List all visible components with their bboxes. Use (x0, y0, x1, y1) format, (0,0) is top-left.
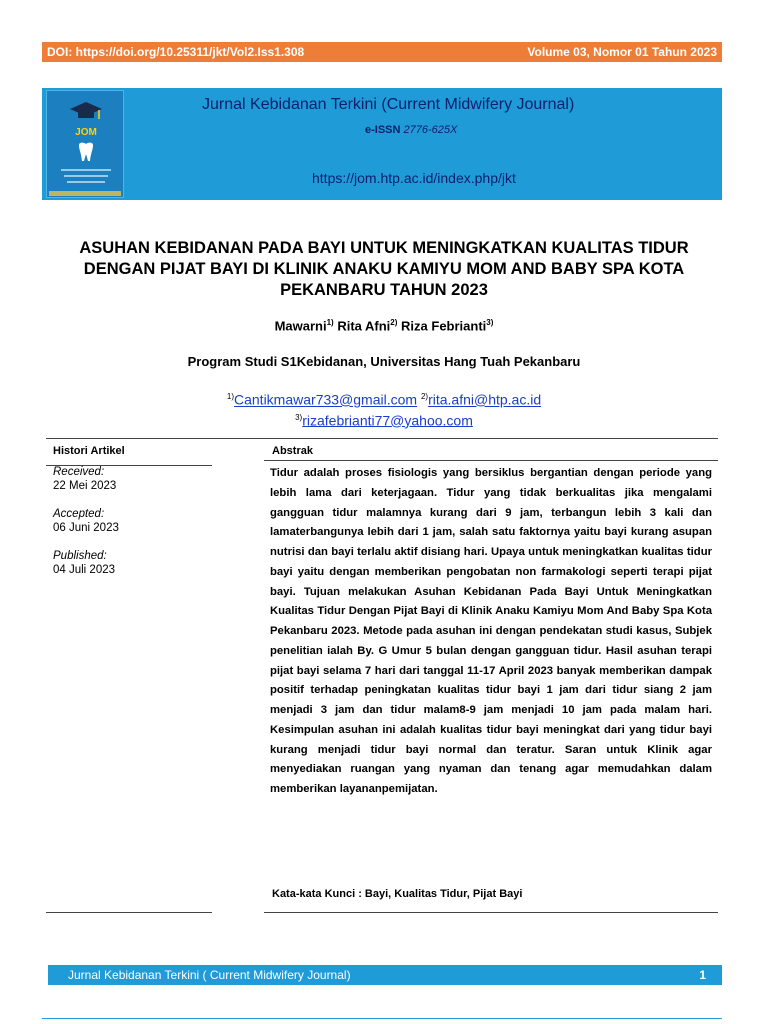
issn (365, 124, 457, 136)
email-sup: 2) (420, 392, 429, 401)
author-name: Riza Febrianti (401, 318, 487, 334)
bottom-line (42, 1018, 722, 1019)
author-name: Mawarni (274, 318, 327, 334)
page-footer (48, 965, 722, 985)
author-sup: 3) (486, 318, 494, 327)
email-sup: 1) (226, 392, 234, 401)
email-link[interactable]: rizafebrianti77@yahoo.com (302, 412, 473, 429)
journal-banner (42, 88, 722, 200)
divider-bottom-left (46, 912, 212, 913)
journal-title: Jurnal Kebidanan Terkini (Current Midwifery Journal) (202, 96, 575, 113)
doi-text[interactable]: DOI: https://doi.org/10.25311/jkt/Vol2.Iss1.308 (47, 45, 305, 59)
cover-jom-text: JOM (75, 127, 97, 138)
cover-decoration (61, 169, 111, 171)
issn-value: 2776-625X (403, 124, 458, 136)
accepted-date: 06 Juni 2023 (53, 522, 119, 534)
emails-row-2 (0, 409, 768, 430)
authors-line (0, 318, 768, 333)
cover-footer-strip (49, 191, 121, 196)
affiliation: Program Studi S1Kebidanan, Universitas Hang Tuah Pekanbaru (187, 354, 581, 369)
tooth-icon (75, 141, 97, 163)
cover-decoration (64, 175, 108, 177)
history-heading: Histori Artikel (53, 445, 125, 457)
journal-cover-image (46, 90, 124, 198)
issn-label: e-ISSN (365, 124, 401, 136)
page-number: 1 (699, 968, 706, 982)
abstract-heading: Abstrak (272, 445, 313, 457)
journal-url[interactable]: https://jom.htp.ac.id/index.php/jkt (312, 170, 516, 186)
published-date: 04 Juli 2023 (53, 564, 116, 576)
divider-bottom-right (264, 912, 718, 913)
volume-text: Volume 03, Nomor 01 Tahun 2023 (527, 45, 717, 59)
emails-row-1 (0, 388, 768, 409)
received-date: 22 Mei 2023 (53, 480, 117, 492)
accepted-label: Accepted: (53, 508, 105, 520)
published-label: Published: (53, 550, 107, 562)
header-bar (42, 42, 722, 62)
divider-top (46, 438, 718, 439)
keywords: Kata-kata Kunci : Bayi, Kualitas Tidur, Pijat Bayi (272, 888, 523, 900)
footer-journal: Jurnal Kebidanan Terkini ( Current Midwifery Journal) (68, 968, 351, 982)
author-sup: 2) (390, 318, 398, 327)
author-sup: 1) (326, 318, 334, 327)
graduation-cap-icon (69, 99, 103, 127)
emails-block (0, 388, 768, 429)
email-link[interactable]: Cantikmawar733@gmail.com (234, 391, 418, 408)
received-label: Received: (53, 466, 105, 478)
author-name: Rita Afni (337, 318, 391, 334)
email-link[interactable]: rita.afni@htp.ac.id (428, 391, 542, 408)
abstract-body: Tidur adalah proses fisiologis yang bersiklus bergantian dengan periode yang lebih lama dari keterjagaan. Tidur yang tidak berkualitas jika mengalami gangguan tidur malamnya kurang dari 9 jam, terbangun lebih 3 kali dan lamaterbangunya lebih dari 1 jam, salah satu faktornya yaitu bayi kurang asupan nutrisi dan bayi terlalu aktif disiang hari. Upaya untuk meningkatkan kualitas tidur bayi yaitu dengan memberikan pengobatan non farmakologi seperti terapi pijat bayi. Tujuan melakukan Asuhan Kebidanan Pada Bayi Untuk Meningkatkan Kualitas Tidur Dengan Pijat Bayi di Klinik Anaku Kamiyu Mom And Baby Spa Kota Pekanbaru 2023. Metode pada asuhan ini dengan pendekatan studi kasus, Subjek penelitian ialah By. G Umur 5 bulan dengan gangguan tidur. Hasil asuhan terapi pijat bayi selama 7 hari dari tanggal 11-17 April 2023 banyak memberikan dampak positif terhadap peningkatan kualitas tidur bayi 1 jam dari tidur siang 2 jam menjadi 3 jam dan tidur malam8-9 jam menjadi 10 jam pada malam hari. Kesimpulan asuhan ini adalah kualitas tidur bayi meningkat dari yang tidur bayi kurang menjadi tidur bayi normal dan teratur. Saran untuk Klinik agar menyediakan ruangan yang nyaman dan tenang agar memudahkan dalam memberikan layananpemijatan. (270, 467, 712, 795)
email-sup: 3) (295, 412, 303, 422)
divider-abstract (264, 460, 718, 461)
cover-decoration (67, 181, 105, 183)
article-title: ASUHAN KEBIDANAN PADA BAYI UNTUK MENINGKATKAN KUALITAS TIDUR DENGAN PIJAT BAYI DI KLINIK ANAKU KAMIYU MOM AND BABY SPA KOTA PEKANBARU TAHUN 2023 (79, 239, 689, 299)
